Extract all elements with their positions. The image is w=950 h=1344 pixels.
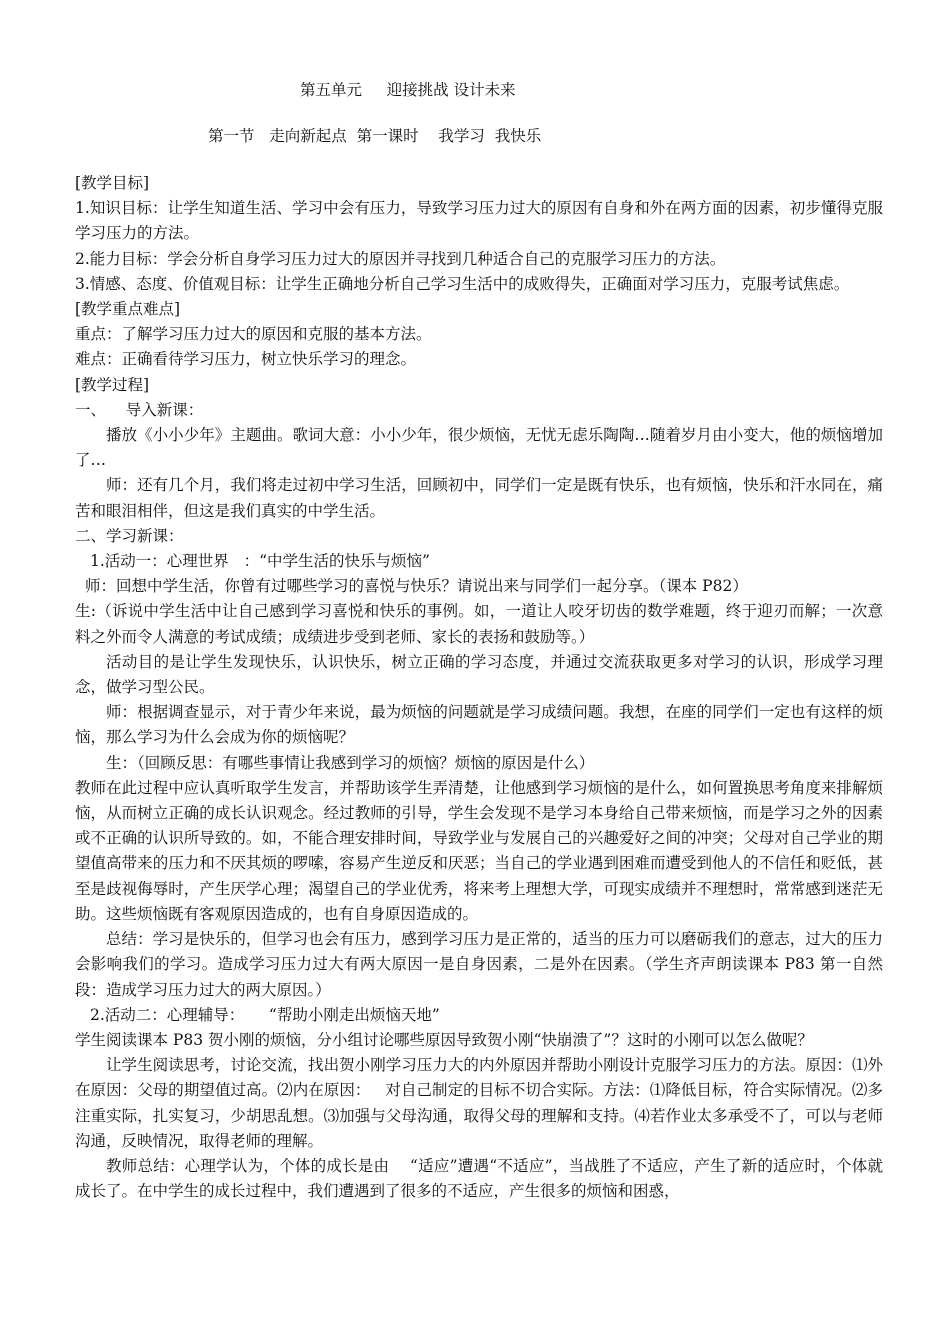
paragraph: 活动目的是让学生发现快乐，认识快乐，树立正确的学习态度，并通过交流获取更多对学习的认识，形成学习理念，做学习型公民。 <box>75 652 883 697</box>
paragraph: 生：（回顾反思：有哪些事情让我感到学习的烦恼？烦恼的原因是什么） <box>106 753 595 772</box>
paragraph: 教师在此过程中应认真听取学生发言，并帮助该学生弄清楚，让他感到学习烦恼的是什么，如何置换思考角度来排解烦恼，从而树立正确的成长认识观念。经过教师的引导，学生会发现不是学习本身给自己带来烦恼，而是学习之外的因素或不正确的认识所导致的。如，不能合理安排时间，导致学业与发展自己的兴趣爱好之间的冲突；父母对自己学业的期望值高带来的压力和不厌其烦的啰嗦，容易产生逆反和厌恶；当自己的学业遇到困难而遭受到他人的不信任和贬低，甚至是歧视侮辱时，产生厌学心理；渴望自己的学业优秀，将来考上理想大学，可现实成绩并不理想时，常常感到迷茫无助。这些烦恼既有客观原因造成的，也有自身原因造成的。 <box>75 778 883 923</box>
paragraph: 1.活动一：心理世界 ：“中学生活的快乐与烦恼” <box>90 552 430 571</box>
unit-title: 第五单元 迎接挑战 设计未来 <box>300 81 516 99</box>
paragraph: 播放《小小少年》主题曲。歌词大意：小小少年，很少烦恼，无忧无虑乐陶陶…随着岁月由小变大，他的烦恼增加了… <box>75 426 883 470</box>
paragraph: 师：还有几个月，我们将走过初中学习生活，回顾初中，同学们一定是既有快乐，也有烦恼，快乐和汗水同在，痛苦和眼泪相伴，但这是我们真实的中学生活。 <box>75 476 883 520</box>
paragraph: 一、 导入新课： <box>75 400 204 419</box>
document-body <box>75 171 883 1204</box>
paragraph: 生:（诉说中学生活中让自己感到学习喜悦和快乐的事例。如，一道让人咬牙切齿的数学难题，终于迎刃而解；一次意料之外而令人满意的考试成绩；成绩进步受到老师、家长的表扬和鼓励等。） <box>75 602 883 646</box>
paragraph: 师：根据调查显示，对于青少年来说，最为烦恼的问题就是学习成绩问题。我想，在座的同学们一定也有这样的烦恼，那么学习为什么会成为你的烦恼呢？ <box>75 703 883 747</box>
paragraph: [教学过程] <box>75 375 150 394</box>
paragraph: [教学重点难点] <box>75 300 181 319</box>
paragraph: 学生阅读课本 P83 贺小刚的烦恼，分小组讨论哪些原因导致贺小刚“快崩溃了”？这时的小刚可以怎么做呢？ <box>75 1030 813 1049</box>
paragraph: 师：回想中学生活，你曾有过哪些学习的喜悦与快乐？请说出来与同学们一起分享。（课本 P82） <box>85 577 748 596</box>
paragraph: 教师总结：心理学认为，个体的成长是由 “适应”遭遇“不适应”，当战胜了不适应，产生了新的适应时，个体就成长了。在中学生的成长过程中，我们遭遇到了很多的不适应，产生很多的烦恼和困惑， <box>75 1156 883 1201</box>
paragraph: 3.情感、态度、价值观目标：让学生正确地分析自己学习生活中的成败得失，正确面对学习压力，克服考试焦虑。 <box>75 274 850 293</box>
paragraph: [教学目标] <box>75 174 150 192</box>
paragraph: 2.活动二：心理辅导： “帮助小刚走出烦恼天地” <box>90 1005 440 1024</box>
paragraph: 总结：学习是快乐的，但学习也会有压力，感到学习压力是正常的，适当的压力可以磨砺我们的意志，过大的压力会影响我们的学习。造成学习压力过大有两大原因一是自身因素，二是外在因素。（学生齐声朗读课本 P83 第一自然段：造成学习压力过大的两大原因。） <box>75 930 883 999</box>
paragraph: 难点：正确看待学习压力，树立快乐学习的理念。 <box>75 350 417 369</box>
paragraph: 2.能力目标：学会分析自身学习压力过大的原因并寻找到几种适合自己的克服学习压力的方法。 <box>75 249 726 268</box>
lesson-title: 第一节 走向新起点 第一课时 我学习 我快乐 <box>208 127 542 145</box>
paragraph: 让学生阅读思考，讨论交流，找出贺小刚学习压力大的内外原因并帮助小刚设计克服学习压力的方法。原因：⑴外在原因：父母的期望值过高。⑵内在原因： 对自己制定的目标不切合实际。方法：⑴降低目标，符合实际情况。⑵多注重实际，扎实复习，少胡思乱想。⑶加强与父母沟通，取得父母的理解和支持。⑷若作业太多承受不了，可以与老师沟通，反映情况，取得老师的理解。 <box>75 1056 883 1150</box>
paragraph: 二、学习新课： <box>75 526 184 545</box>
paragraph: 1.知识目标：让学生知道生活、学习中会有压力，导致学习压力过大的原因有自身和外在两方面的因素，初步懂得克服学习压力的方法。 <box>75 199 883 243</box>
paragraph: 重点：了解学习压力过大的原因和克服的基本方法。 <box>75 325 432 344</box>
